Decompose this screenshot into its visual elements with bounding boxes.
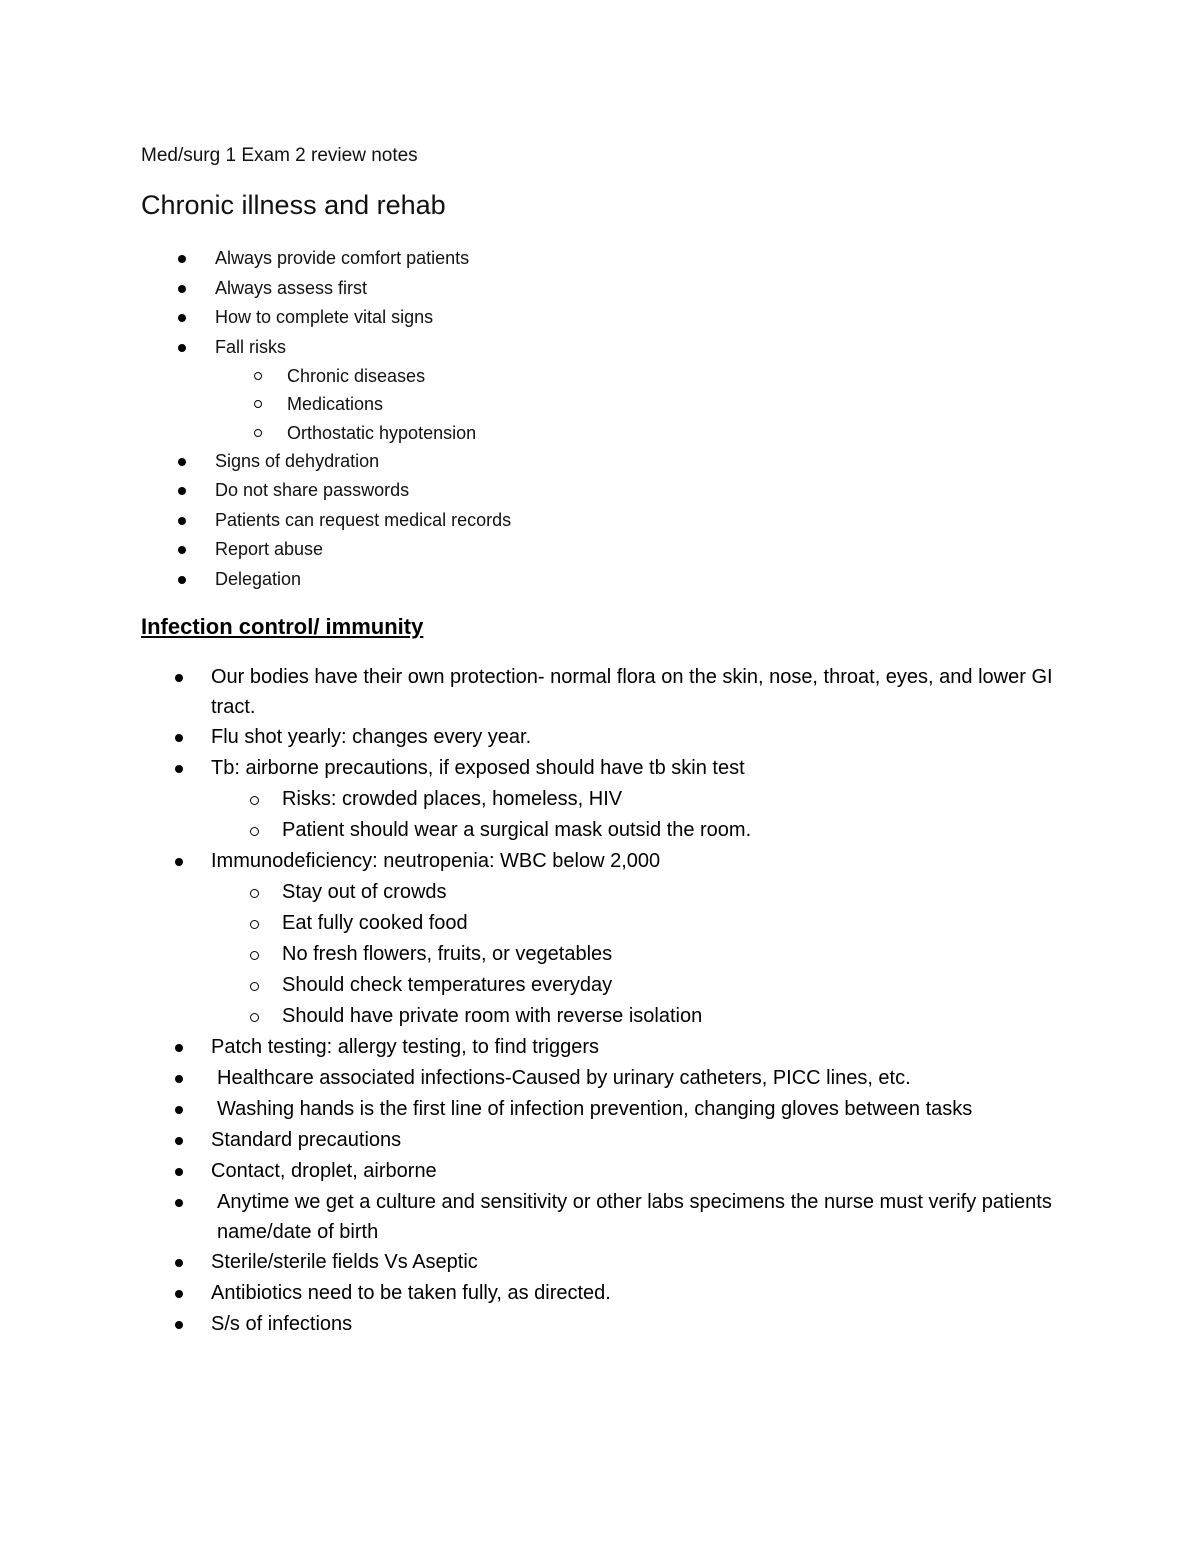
list-item: Standard precautions [0,1125,1200,1156]
list-item: Patch testing: allergy testing, to find triggers [0,1032,1200,1063]
list-item: S/s of infections [0,1309,1200,1340]
bullet-icon [178,546,186,554]
hollow-bullet-icon [250,1013,259,1022]
list-item: Anytime we get a culture and sensitivity or other labs specimens the nurse must verify patients name/date of birth [0,1187,1200,1247]
list-item: Antibiotics need to be taken fully, as directed. [0,1278,1200,1309]
sub-list-item: Should check temperatures everyday [0,970,1200,1001]
list-item: Immunodeficiency: neutropenia: WBC below 2,000 [0,846,1200,877]
list-item: Report abuse [0,535,1200,565]
sub-list-item: Patient should wear a surgical mask outsid the room. [0,815,1200,846]
list-item: Signs of dehydration [0,447,1200,477]
hollow-bullet-icon [250,920,259,929]
list-item: Patients can request medical records [0,506,1200,536]
hollow-bullet-icon [254,400,262,408]
sub-list-item: Chronic diseases [0,362,1200,390]
hollow-bullet-icon [250,951,259,960]
sub-list-item: Medications [0,390,1200,418]
list-item: Flu shot yearly: changes every year. [0,722,1200,753]
hollow-bullet-icon [250,889,259,898]
sub-list-item: Orthostatic hypotension [0,419,1200,447]
list-item: Fall risks [0,333,1200,363]
bullet-icon [175,765,183,773]
bullet-icon [175,858,183,866]
section-heading-chronic-illness: Chronic illness and rehab [141,190,446,220]
list-item: Always assess first [0,274,1200,304]
list-item: Sterile/sterile fields Vs Aseptic [0,1247,1200,1278]
bullet-icon [178,487,186,495]
bullet-icon [175,1075,183,1083]
sub-list-item: Eat fully cooked food [0,908,1200,939]
bullet-icon [178,576,186,584]
list-item: How to complete vital signs [0,303,1200,333]
bullet-icon [178,285,186,293]
bullet-icon [175,1044,183,1052]
sub-list-item: Should have private room with reverse isolation [0,1001,1200,1032]
infection-control-list [0,662,1200,1340]
bullet-icon [175,1168,183,1176]
list-item: Contact, droplet, airborne [0,1156,1200,1187]
bullet-icon [175,1137,183,1145]
hollow-bullet-icon [250,827,259,836]
sub-list-item: Stay out of crowds [0,877,1200,908]
list-item: Washing hands is the first line of infection prevention, changing gloves between tasks [0,1094,1200,1125]
bullet-icon [178,458,186,466]
bullet-icon [175,1321,183,1329]
sub-list-item: Risks: crowded places, homeless, HIV [0,784,1200,815]
bullet-icon [178,344,186,352]
list-item: Tb: airborne precautions, if exposed should have tb skin test [0,753,1200,784]
hollow-bullet-icon [254,429,262,437]
bullet-icon [178,517,186,525]
bullet-icon [178,255,186,263]
hollow-bullet-icon [254,372,262,380]
list-item: Delegation [0,565,1200,595]
bullet-icon [175,1259,183,1267]
document-title: Med/surg 1 Exam 2 review notes [141,145,418,166]
hollow-bullet-icon [250,796,259,805]
hollow-bullet-icon [250,982,259,991]
sub-list-item: No fresh flowers, fruits, or vegetables [0,939,1200,970]
bullet-icon [175,674,183,682]
bullet-icon [175,1290,183,1298]
list-item: Always provide comfort patients [0,244,1200,274]
bullet-icon [175,734,183,742]
list-item: Do not share passwords [0,476,1200,506]
bullet-icon [175,1106,183,1114]
bullet-icon [178,314,186,322]
section-heading-infection-control: Infection control/ immunity [141,614,424,639]
chronic-illness-list [0,244,1200,594]
bullet-icon [175,1199,183,1207]
list-item: Healthcare associated infections-Caused by urinary catheters, PICC lines, etc. [0,1063,1200,1094]
list-item: Our bodies have their own protection- normal flora on the skin, nose, throat, eyes, and lower GI tract. [0,662,1200,722]
